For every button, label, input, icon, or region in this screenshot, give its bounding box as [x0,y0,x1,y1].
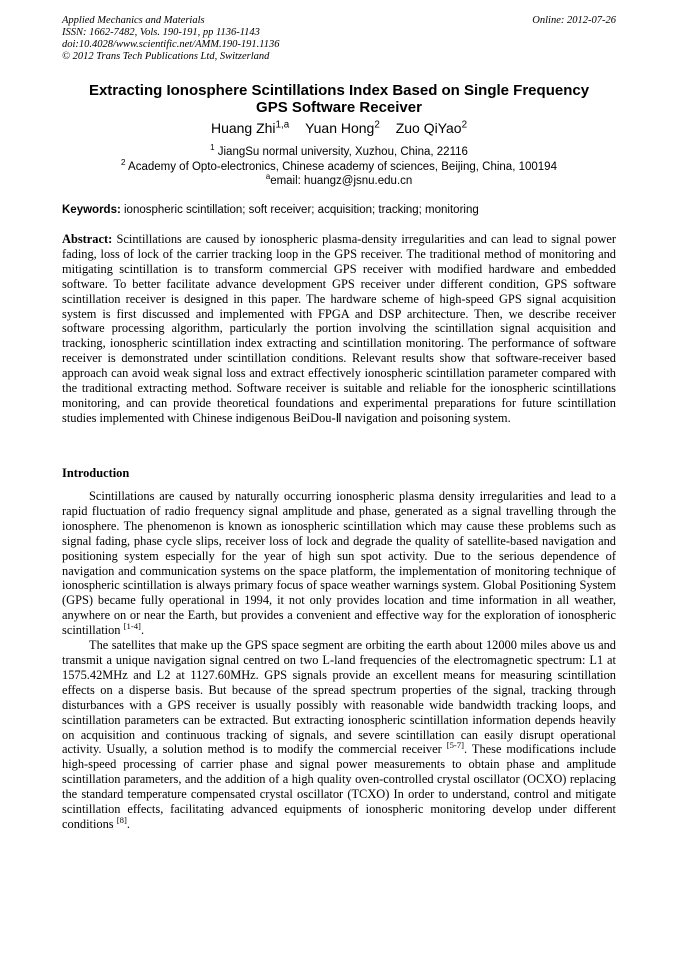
citation: [5-7] [446,740,465,751]
affiliation-sup: 2 [121,157,126,167]
paragraph-text: . These modifications include high-speed processing of carrier phase and signal power measurements to obtain phase and amplitude scintillation parameters, and the addition of a high quality oven-controlled crystal oscillator (OCXO) replacing the standard temperature compensated crystal oscillator (TCXO) In order to understand, control and mitigate scintillation effects, facilitating advanced equipments of ionospheric monitoring develop under different conditions [62,742,616,831]
affiliation-text: Academy of Opto-electronics, Chinese academy of sciences, Beijing, China, 100194 [128,160,557,173]
keywords-label: Keywords: [62,204,121,216]
keywords-text: ionospheric scintillation; soft receiver; acquisition; tracking; monitoring [124,204,479,216]
paragraph-text: The satellites that make up the GPS space segment are orbiting the earth about 12000 miles above us and transmit a unique navigation signal centred on two L-land frequencies of the electromagnetic spectrum: L1 at 1575.42MHz and L2 at 1127.60MHz. GPS signals provide an excellent means for measuring scintillation effects on a disperse basis. But because of the spread spectrum properties of the signal, tracking through disturbances with a GPS receiver is usually possibly with reasonable wide bandwidth tracking loops, and scintillation parameters can be extracted. But extracting ionospheric scintillation information depends heavily on acquisition and continuous tracking of signals, and severe scintillation can easily disrupt operational activity. Usually, a solution method is to modify the commercial receiver [62,638,616,757]
author-sup: 2 [461,119,468,131]
paragraph: The satellites that make up the GPS space segment are orbiting the earth about 12000 miles above us and transmit a unique navigation signal centred on two L-land frequencies of the electromagnetic spectrum: L1 at 1575.42MHz and L2 at 1127.60MHz. GPS signals provide an excellent means for measuring scintillation effects on a disperse basis. But because of the spread spectrum properties of the signal, tracking through disturbances with a GPS receiver is usually possibly with reasonable wide bandwidth tracking loops, and scintillation parameters can be extracted. But extracting ionospheric scintillation information depends heavily on acquisition and continuous tracking of signals, and severe scintillation can easily disrupt operational activity. Usually, a solution method is to modify the commercial receiver [5-7]. These modifications include high-speed processing of carrier phase and signal power measurements to obtain phase and amplitude scintillation parameters, and the addition of a high quality oven-controlled crystal oscillator (OCXO) replacing the standard temperature compensated crystal oscillator (TCXO) In order to understand, control and mitigate scintillation effects, facilitating advanced equipments of ionospheric monitoring develop under different conditions [8]. [62,638,616,831]
keywords [62,203,616,217]
paper-title [62,82,616,116]
issn-line: ISSN: 1662-7482, Vols. 190-191, pp 1136-1143 [62,27,260,38]
author-1 [211,120,289,136]
abstract-label: Abstract: [62,232,113,246]
paragraph-text: Scintillations are caused by naturally occurring ionospheric plasma density irregularities and lead to a rapid fluctuation of radio frequency signal amplitude and phase, generated as a signal travelling through the ionosphere. The phenomenon is known as ionospheric scintillation which may cause these problems such as signal fading, phase cycle slips, receiver loss of lock and degrade the quality of satellite-based navigation and positioning system especially for the year of high sun spot activity. Due to the serious dependence of navigation and communication systems on the space platform, the implementation of monitoring technique of ionospheric scintillation is always primary focus of space weather warnings system. Global Positioning System (GPS) became fully operational in 1994, it not only provides location and time information in all weather, anywhere on or near the Earth, but provides a convenient and effective way for the exploration of ionospheric scintillation [62,489,616,638]
affiliation-1 [62,145,616,160]
author-sup: 2 [374,119,380,131]
citation: [8] [116,814,127,825]
author-name: Yuan Hong [305,120,375,136]
email-text: email: huangz@jsnu.edu.cn [270,175,413,187]
introduction-body [62,489,616,832]
title-line-1: Extracting Ionosphere Scintillations Index Based on Single Frequency [88,82,590,99]
affiliation-sup: a [265,172,271,182]
journal-name: Applied Mechanics and Materials [62,15,205,26]
affiliation-sup: 1 [210,143,215,153]
abstract [62,232,616,426]
affiliation-2 [62,157,616,175]
author-3 [396,120,467,136]
section-heading-introduction: Introduction [62,466,130,480]
doi-line: doi:10.4028/www.scientific.net/AMM.190-191.1136 [62,39,280,50]
author-sup: 1,a [275,119,290,131]
author-list [62,119,616,137]
running-header [62,15,279,63]
citation: [1-4] [123,621,141,632]
title-line-2: GPS Software Receiver [256,99,422,116]
affiliation-email [62,174,616,189]
paragraph: Scintillations are caused by naturally occurring ionospheric plasma density irregularities and lead to a rapid fluctuation of radio frequency signal amplitude and phase, generated as a signal travelling through the ionosphere. The phenomenon is known as ionospheric scintillation which may cause these problems such as signal fading, phase cycle slips, receiver loss of lock and degrade the quality of satellite-based navigation and positioning system especially for the year of high sun spot activity. Due to the serious dependence of navigation and communication systems on the space platform, the implementation of monitoring technique of ionospheric scintillation is always primary focus of space weather warnings system. Global Positioning System (GPS) became fully operational in 1994, it not only provides location and time information in all weather, anywhere on or near the Earth, but provides a convenient and effective way for the exploration of ionospheric scintillation [1-4]. [62,489,616,638]
author-name: Huang Zhi [210,120,276,136]
abstract-text: Scintillations are caused by ionospheric plasma-density irregularities and can lead to signal power fading, loss of lock of the carrier tracking loop in the GPS receiver. The traditional method of monitoring and mitigating scintillation is to transform commercial GPS receiver with modified hardware and embedded software. To better facilitate advance development GPS receiver under different condition, GPS software scintillation receiver is designed in this paper. The hardware scheme of high-speed GPS signal acquisition system is first discussed and implemented with FPGA and DSP architecture. Then, we describe receiver software processing algorithm, particularly the portion involving the scintillation signal acquisition and tracking, ionospheric scintillation index extracting and scintillation monitoring. The performance of software receiver is demonstrated under scintillation conditions. Relevant results show that software-receiver based approach can avoid weak signal loss and extract effectively ionospheric scintillation parameter compared with the traditional extracting method. Software receiver is suitable and reliable for the ionospheric scintillations monitoring, and can provide theoretical foundations and experimental preparations for future scintillation studies implemented with Chinese indigenous BeiDou-Ⅱ navigation and poisoning system. [62,232,616,425]
copyright-line: © 2012 Trans Tech Publications Ltd, Switzerland [62,51,270,62]
online-date: Online: 2012-07-26 [532,15,616,26]
author-2 [305,120,380,136]
affiliation-text: JiangSu normal university, Xuzhou, China, 22116 [217,146,468,158]
affiliations [62,145,616,189]
author-name: Zuo QiYao [395,120,462,136]
